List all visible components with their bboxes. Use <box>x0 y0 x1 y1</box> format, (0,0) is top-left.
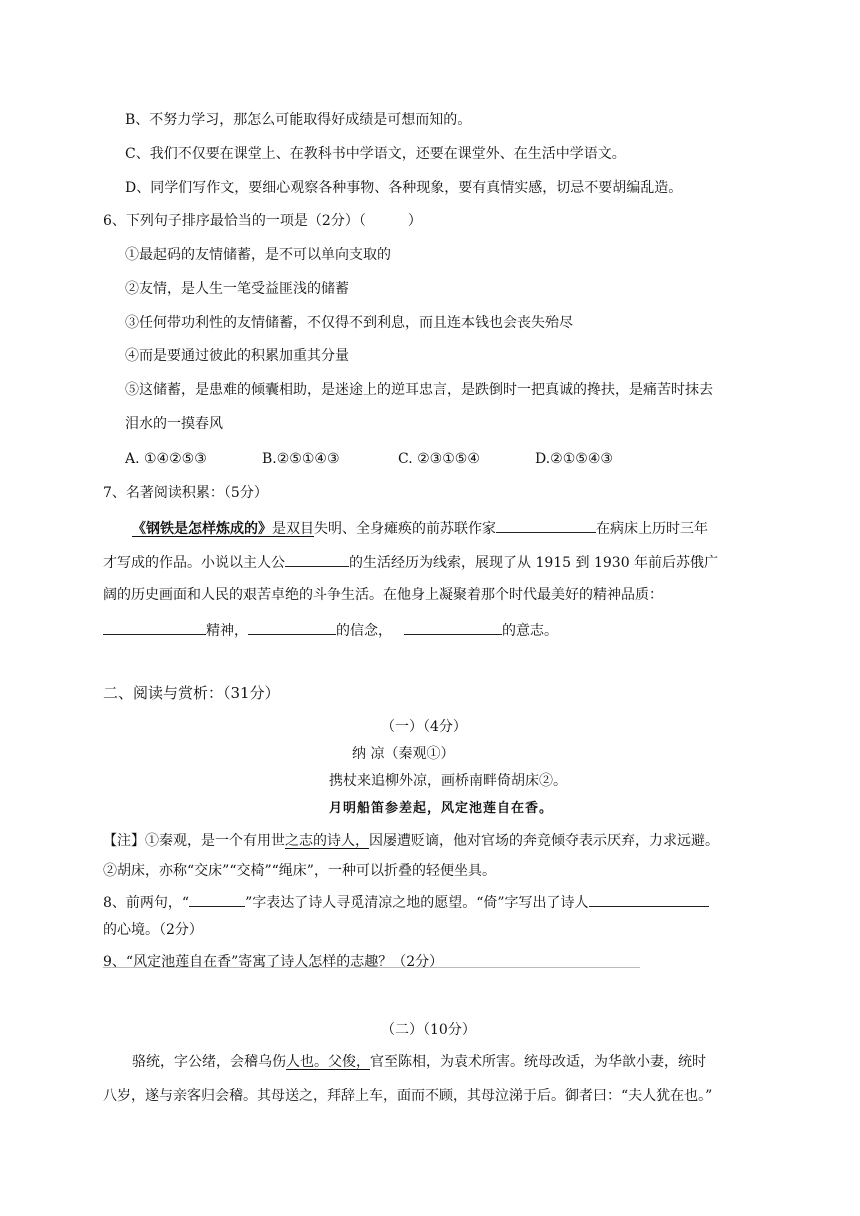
prose-line-2: 八岁，遂与亲客归会稽。其母送之，拜辞上车，面而不顾，其母泣涕于后。御者曰：“夫人犹在也。” <box>103 1088 713 1104</box>
note-1: 【注】①秦观，是一个有用世之志的诗人，因屡遭贬谪，他对官场的奔竞倾夺表示厌弃，力求远避。 <box>103 833 719 849</box>
q6-sentence-5-cont: 泪水的一摸春风 <box>125 416 223 432</box>
q7-blank-will[interactable] <box>404 619 502 635</box>
q6-sentence-1: ①最起码的友情储蓄，是不可以单向支取的 <box>125 247 391 263</box>
q7-blank-belief[interactable] <box>248 619 336 635</box>
q7-book-title: 《钢铁是怎样炼成的》 <box>132 521 272 537</box>
q8-blank-word[interactable] <box>189 891 245 907</box>
q6-sentence-4: ④而是要通过彼此的积累加重其分量 <box>125 348 349 364</box>
q7-underlined-phrase: 是双目 <box>272 521 314 537</box>
q8-line-2: 的心境。（2分） <box>103 922 203 938</box>
poem-title: 纳 凉（秦观①） <box>352 746 455 762</box>
q7-line-1: 《钢铁是怎样炼成的》是双目失明、全身瘫痪的前苏联作家 在病床上历时三年 <box>132 517 708 539</box>
q5-option-d: D、同学们写作文，要细心观察各种事物、各种现象，要有真情实感，切忌不要胡编乱造。 <box>125 180 683 196</box>
q6-sentence-3: ③任何带功利性的友情储蓄，不仅得不到利息，而且连本钱也会丧失殆尽 <box>125 315 573 331</box>
q6-sentence-5: ⑤这储蓄，是患难的倾囊相助，是迷途上的逆耳忠言，是跌倒时一把真诚的搀扶，是痛苦时抹去 <box>125 382 713 398</box>
q7-line-3: 阔的历史画面和人民的艰苦卓绝的斗争生活。在他身上凝聚着那个时代最美好的精神品质： <box>103 587 663 603</box>
q7-line-4: 精神， 的信念， 的意志。 <box>103 619 558 641</box>
poem-line-1: 携杖来追柳外凉，画桥南畔倚胡床②。 <box>329 773 567 789</box>
part-2-heading: （二）（10分） <box>381 1022 476 1038</box>
q5-option-b: B、不努力学习，那怎么可能取得好成绩是可想而知的。 <box>125 112 472 128</box>
part-1-heading: （一）（4分） <box>381 719 467 735</box>
q6-option-b: B.②⑤①④③ <box>262 451 340 467</box>
q8-blank-mood[interactable] <box>589 891 709 907</box>
q7-blank-author[interactable] <box>496 517 596 533</box>
q7-stem: 7、名著阅读积累：（5分） <box>103 485 268 501</box>
note-2: ②胡床，亦称“交床”“交椅”“绳床”，一种可以折叠的轻便坐具。 <box>103 863 496 879</box>
q6-stem: 6、下列句子排序最恰当的一项是（2分）（ ） <box>103 213 422 229</box>
q8-line-1: 8、前两句，“ ”字表达了诗人寻觅清凉之地的愿望。“倚”字写出了诗人 <box>103 891 709 913</box>
q5-option-c: C、我们不仅要在课堂上、在教科书中学语文，还要在课堂外、在生活中学语文。 <box>125 146 626 162</box>
section-2-title: 二、阅读与赏析：（31分） <box>103 684 280 702</box>
q9-stem: 9、“风定池莲自在香”寄寓了诗人怎样的志趣？（2分） <box>103 954 444 970</box>
q7-blank-protagonist[interactable] <box>285 551 349 567</box>
q7-blank-spirit[interactable] <box>103 619 206 635</box>
q6-option-a: A. ①④②⑤③ <box>125 451 207 467</box>
q6-option-d: D.②①⑤④③ <box>535 451 613 467</box>
q7-line-2: 才写成的作品。小说以主人公 的生活经历为线索，展现了从 1915 到 1930 年前后苏俄广 <box>103 551 718 573</box>
q6-option-c: C. ②③①⑤④ <box>398 451 480 467</box>
poem-line-2: 月明船笛参差起，风定池莲自在香。 <box>329 801 554 816</box>
q6-sentence-2: ②友情，是人生一笔受益匪浅的储蓄 <box>125 281 349 297</box>
prose-line-1: 骆统，字公绪，会稽乌伤人也。父俊，官至陈相，为袁术所害。统母改适，为华歆小妻，统时 <box>132 1054 706 1070</box>
q9-answer-line[interactable] <box>103 967 640 968</box>
